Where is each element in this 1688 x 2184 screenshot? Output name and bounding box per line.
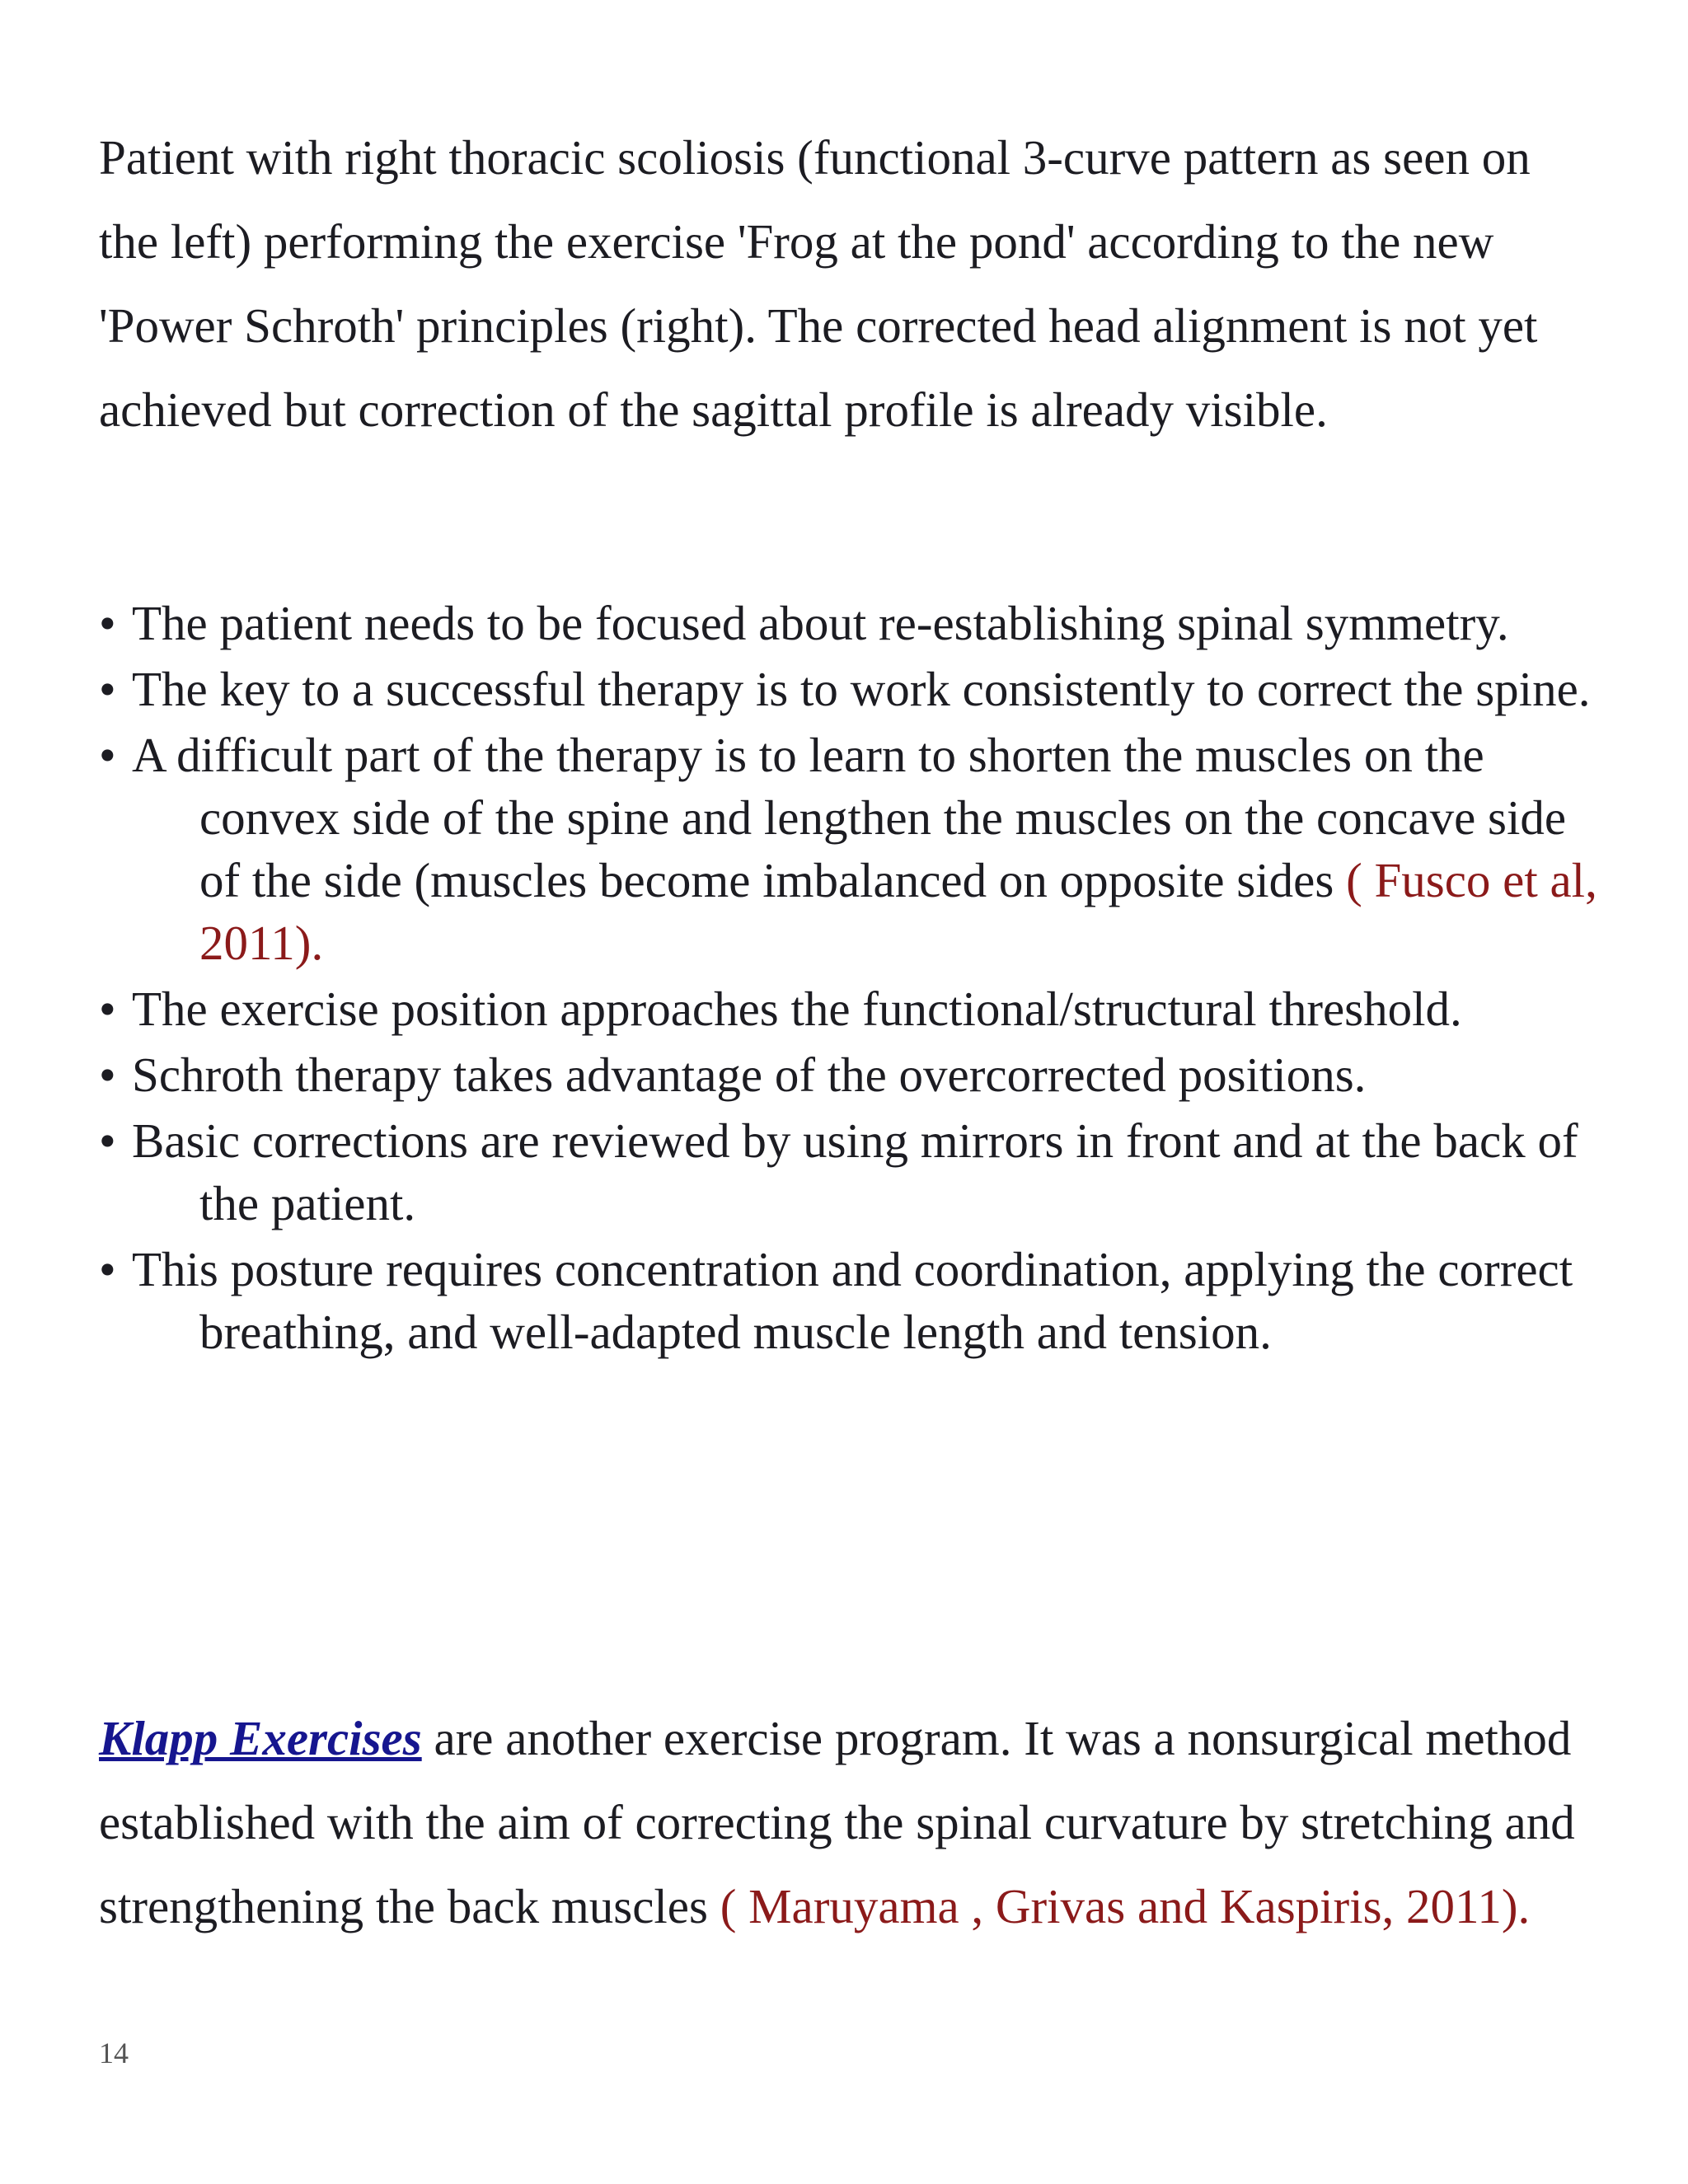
- bullet-marker: •: [99, 596, 116, 650]
- bullet-text: The patient needs to be focused about re-establishing spinal symmetry.: [132, 596, 1509, 650]
- list-item: [99, 1238, 1599, 1363]
- list-item: [99, 977, 1599, 1040]
- bullet-marker: •: [99, 728, 116, 782]
- closing-paragraph: [99, 1696, 1599, 1948]
- bullet-text: Basic corrections are reviewed by using mirrors in front and at the back of the patient.: [132, 1113, 1578, 1230]
- closing-text: are another exercise program. It was a nonsurgical method established with the aim of correcting the spinal curvature by stretching and strengthening the back muscles: [99, 1711, 1575, 1933]
- bullet-text: This posture requires concentration and coordination, applying the correct breathing, and well-adapted muscle length and tension.: [132, 1242, 1573, 1359]
- klapp-exercises-link[interactable]: Klapp Exercises: [99, 1711, 422, 1765]
- closing-citation: ( Maruyama , Grivas and Kaspiris, 2011).: [720, 1879, 1531, 1933]
- list-item: [99, 592, 1599, 654]
- bullet-text: Schroth therapy takes advantage of the overcorrected positions.: [132, 1047, 1367, 1102]
- bullet-text: A difficult part of the therapy is to learn to shorten the muscles on the convex side of the spine and lengthen the muscles on the concave side of the side (muscles become imbalanced on opposite sides: [132, 728, 1567, 907]
- bullet-marker: •: [99, 1047, 116, 1102]
- bullet-marker: •: [99, 1113, 116, 1168]
- bullet-list: [99, 592, 1599, 1366]
- bullet-text: The exercise position approaches the functional/structural threshold.: [132, 982, 1462, 1036]
- bullet-citation: ( Fusco et al, 2011).: [199, 853, 1597, 970]
- bullet-marker: •: [99, 1242, 116, 1296]
- page-number: 14: [99, 2036, 129, 2069]
- bullet-marker: •: [99, 662, 116, 716]
- list-item: [99, 658, 1599, 720]
- list-item: [99, 1043, 1599, 1106]
- list-item: [99, 1109, 1599, 1235]
- intro-paragraph: Patient with right thoracic scoliosis (functional 3-curve pattern as seen on the left) performing the exercise 'Frog at the pond' according to the new 'Power Schroth' principles (right). The corrected head alignment is not yet achieved but correction of the sagittal profile is already visible.: [99, 130, 1538, 437]
- bullet-text: The key to a successful therapy is to work consistently to correct the spine.: [132, 662, 1591, 716]
- list-item: [99, 724, 1599, 974]
- bullet-marker: •: [99, 982, 116, 1036]
